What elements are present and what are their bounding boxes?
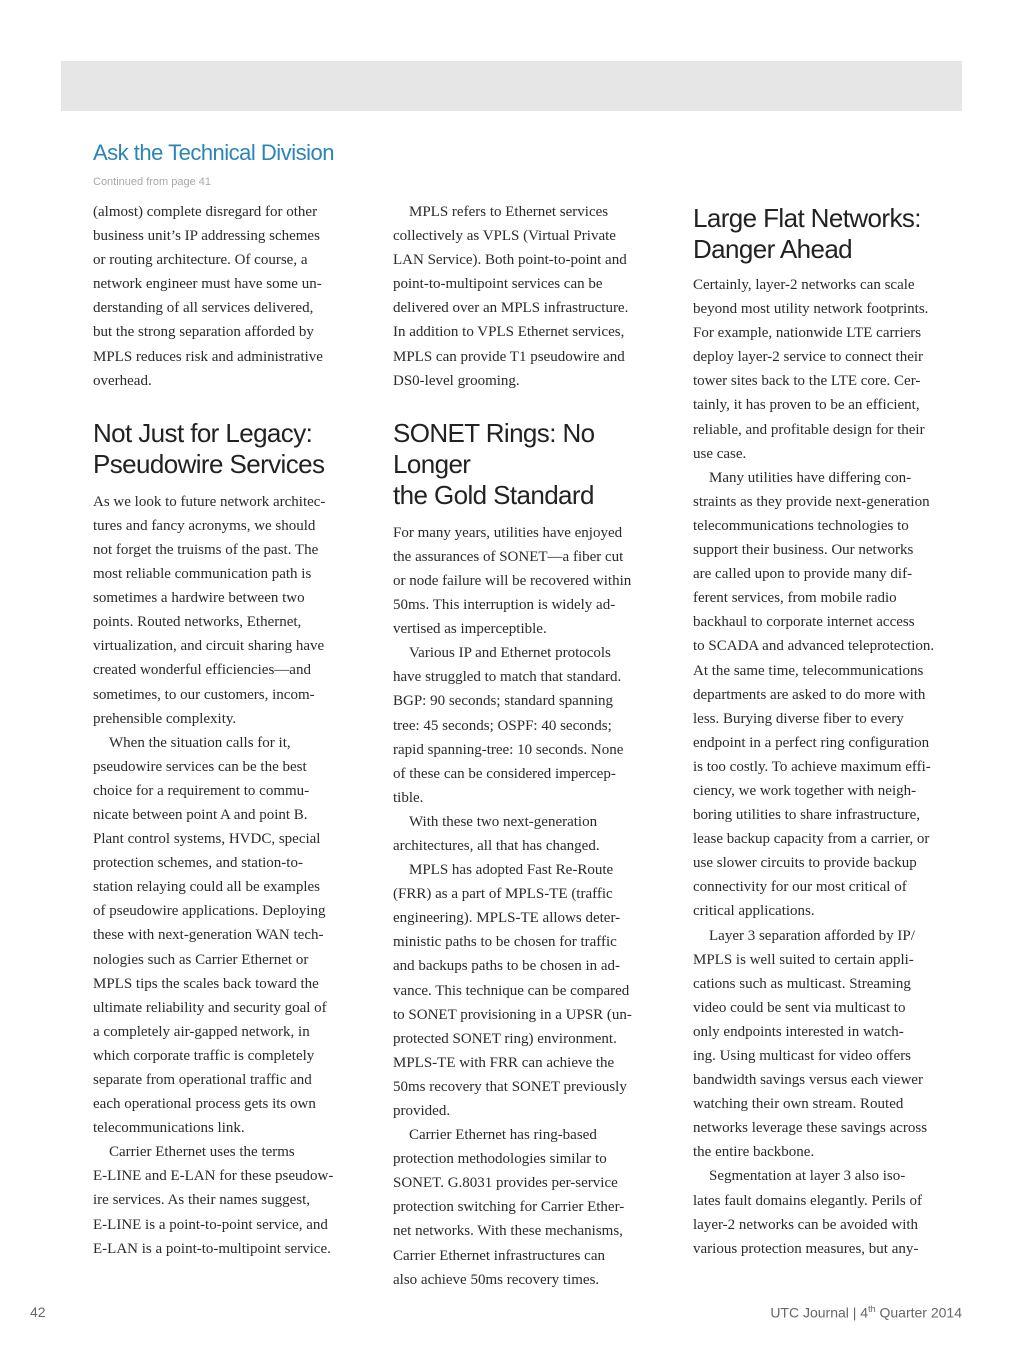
heading-sonet: SONET Rings: No Longer the Gold Standard bbox=[393, 417, 595, 510]
paragraph: For many years, utilities have enjoyed the assurances of SONET—a fiber cut or node failure will be recovered within 50ms. This interruption is widely ad- vertised as imperceptible. bbox=[393, 524, 632, 638]
paragraph: Carrier Ethernet uses the terms E-LINE and E-LAN for these pseudow- ire services. As their names suggest, E-LINE is a point-to-point service, and E-LAN is a point-to-multipoint service. bbox=[93, 1144, 334, 1257]
header-banner bbox=[61, 61, 962, 111]
paragraph: As we look to future network architec- tures and fancy acronyms, we should not forget the truisms of the past. The most reliable communication path is sometimes a hardwire between two points. Routed networks, Ethernet, virtualization, and circuit sharing have created wonderful efficiencies—and sometimes, to our customers, incom- prehensible complexity. bbox=[93, 493, 326, 727]
journal-name: UTC Journal | 4 bbox=[770, 1304, 869, 1321]
continued-note: Continued from page 41 bbox=[93, 176, 212, 188]
superscript: th bbox=[868, 1304, 876, 1314]
paragraph: MPLS has adopted Fast Re-Route (FRR) as a part of MPLS-TE (traffic engineering). MPLS-TE allows deter- ministic paths to be chosen for traffic and backups paths to be chosen in ad- vance. This technique can be compared to SONET provisioning in a UPSR (un- protected SONET ring) environment. MPLS-TE with FRR can achieve the 50ms recovery that SONET previously provided. bbox=[393, 862, 632, 1119]
paragraph: When the situation calls for it, pseudowire services can be the best choice for a requirement to commu- nicate between point A and point B. Plant control systems, HVDC, special protection schemes, and station-to- station relaying could all be examples of pseudowire applications. Deploying these with next-generation WAN tech- nologies such as Carrier Ethernet or MPLS tips the scales back toward the ultimate reliability and security goal of a completely air-gapped network, in which corporate traffic is completely separate from operational traffic and each operational process gets its own telecommunications link. bbox=[93, 734, 327, 1137]
column-3 bbox=[693, 203, 965, 1261]
paragraph: Segmentation at layer 3 also iso- lates fault domains elegantly. Perils of layer-2 networks can be avoided with various protection measures, but any- bbox=[693, 1168, 922, 1257]
paragraph: Various IP and Ethernet protocols have struggled to match that standard. BGP: 90 seconds; standard spanning tree: 45 seconds; OSPF: 40 seconds; rapid spanning-tree: 10 seconds. None of these can be considered impercep- tible. bbox=[393, 645, 624, 806]
paragraph: With these two next-generation architectures, all that has changed. bbox=[393, 813, 600, 854]
paragraph: (almost) complete disregard for other business unit’s IP addressing schemes or routing architecture. Of course, a network engineer must have some un- derstanding of all services delivered, but the strong separation afforded by MPLS reduces risk and administrative overhead. bbox=[93, 204, 323, 389]
paragraph: Carrier Ethernet has ring-based protection methodologies similar to SONET. G.8031 provides per-service protection switching for Carrier Ether- net networks. With these mechanisms, Carrier Ethernet infrastructures can also achieve 50ms recovery times. bbox=[393, 1127, 625, 1288]
page-number: 42 bbox=[30, 1304, 46, 1320]
paragraph: MPLS refers to Ethernet services collectively as VPLS (Virtual Private LAN Service). Both point-to-point and point-to-multipoint services can be delivered over an MPLS infrastructure. In addition to VPLS Ethernet services, MPLS can provide T1 pseudowire and DS0-level grooming. bbox=[393, 204, 629, 389]
column-2 bbox=[393, 200, 665, 1292]
heading-pseudowire: Not Just for Legacy: Pseudowire Services bbox=[93, 417, 325, 479]
section-title: Ask the Technical Division bbox=[93, 140, 334, 165]
paragraph: Certainly, layer-2 networks can scale beyond most utility network footprints. For example, nationwide LTE carriers deploy layer-2 service to connect their tower sites back to the LTE core. Cer- tainly, it has proven to be an efficient, reliable, and profitable design for their use case. bbox=[693, 277, 929, 462]
column-1 bbox=[93, 200, 365, 1261]
heading-large-flat-networks: Large Flat Networks: Danger Ahead bbox=[693, 203, 921, 264]
paragraph: Layer 3 separation afforded by IP/ MPLS is well suited to certain appli- cations such as multicast. Streaming video could be sent via multicast to only endpoints interested in watch- ing. Using multicast for video offers bandwidth savings versus each viewer watching their own stream. Routed networks leverage these savings across the entire backbone. bbox=[693, 927, 928, 1161]
paragraph: Many utilities have differing con- straints as they provide next-generation telecommunications technologies to support their business. Our networks are called upon to provide many dif- ferent services, from mobile radio backhaul to corporate internet access to SCADA and advanced teleprotection. At the same time, telecommunications departments are asked to do more with less. Burying diverse fiber to every endpoint in a perfect ring configuration is too costly. To achieve maximum effi- ciency, we work together with neigh- boring utilities to share infrastructure, lease backup capacity from a carrier, or use slower circuits to provide backup connectivity for our most critical of critical applications. bbox=[693, 469, 935, 920]
journal-footer bbox=[770, 1304, 962, 1321]
quarter-year: Quarter 2014 bbox=[875, 1304, 962, 1321]
